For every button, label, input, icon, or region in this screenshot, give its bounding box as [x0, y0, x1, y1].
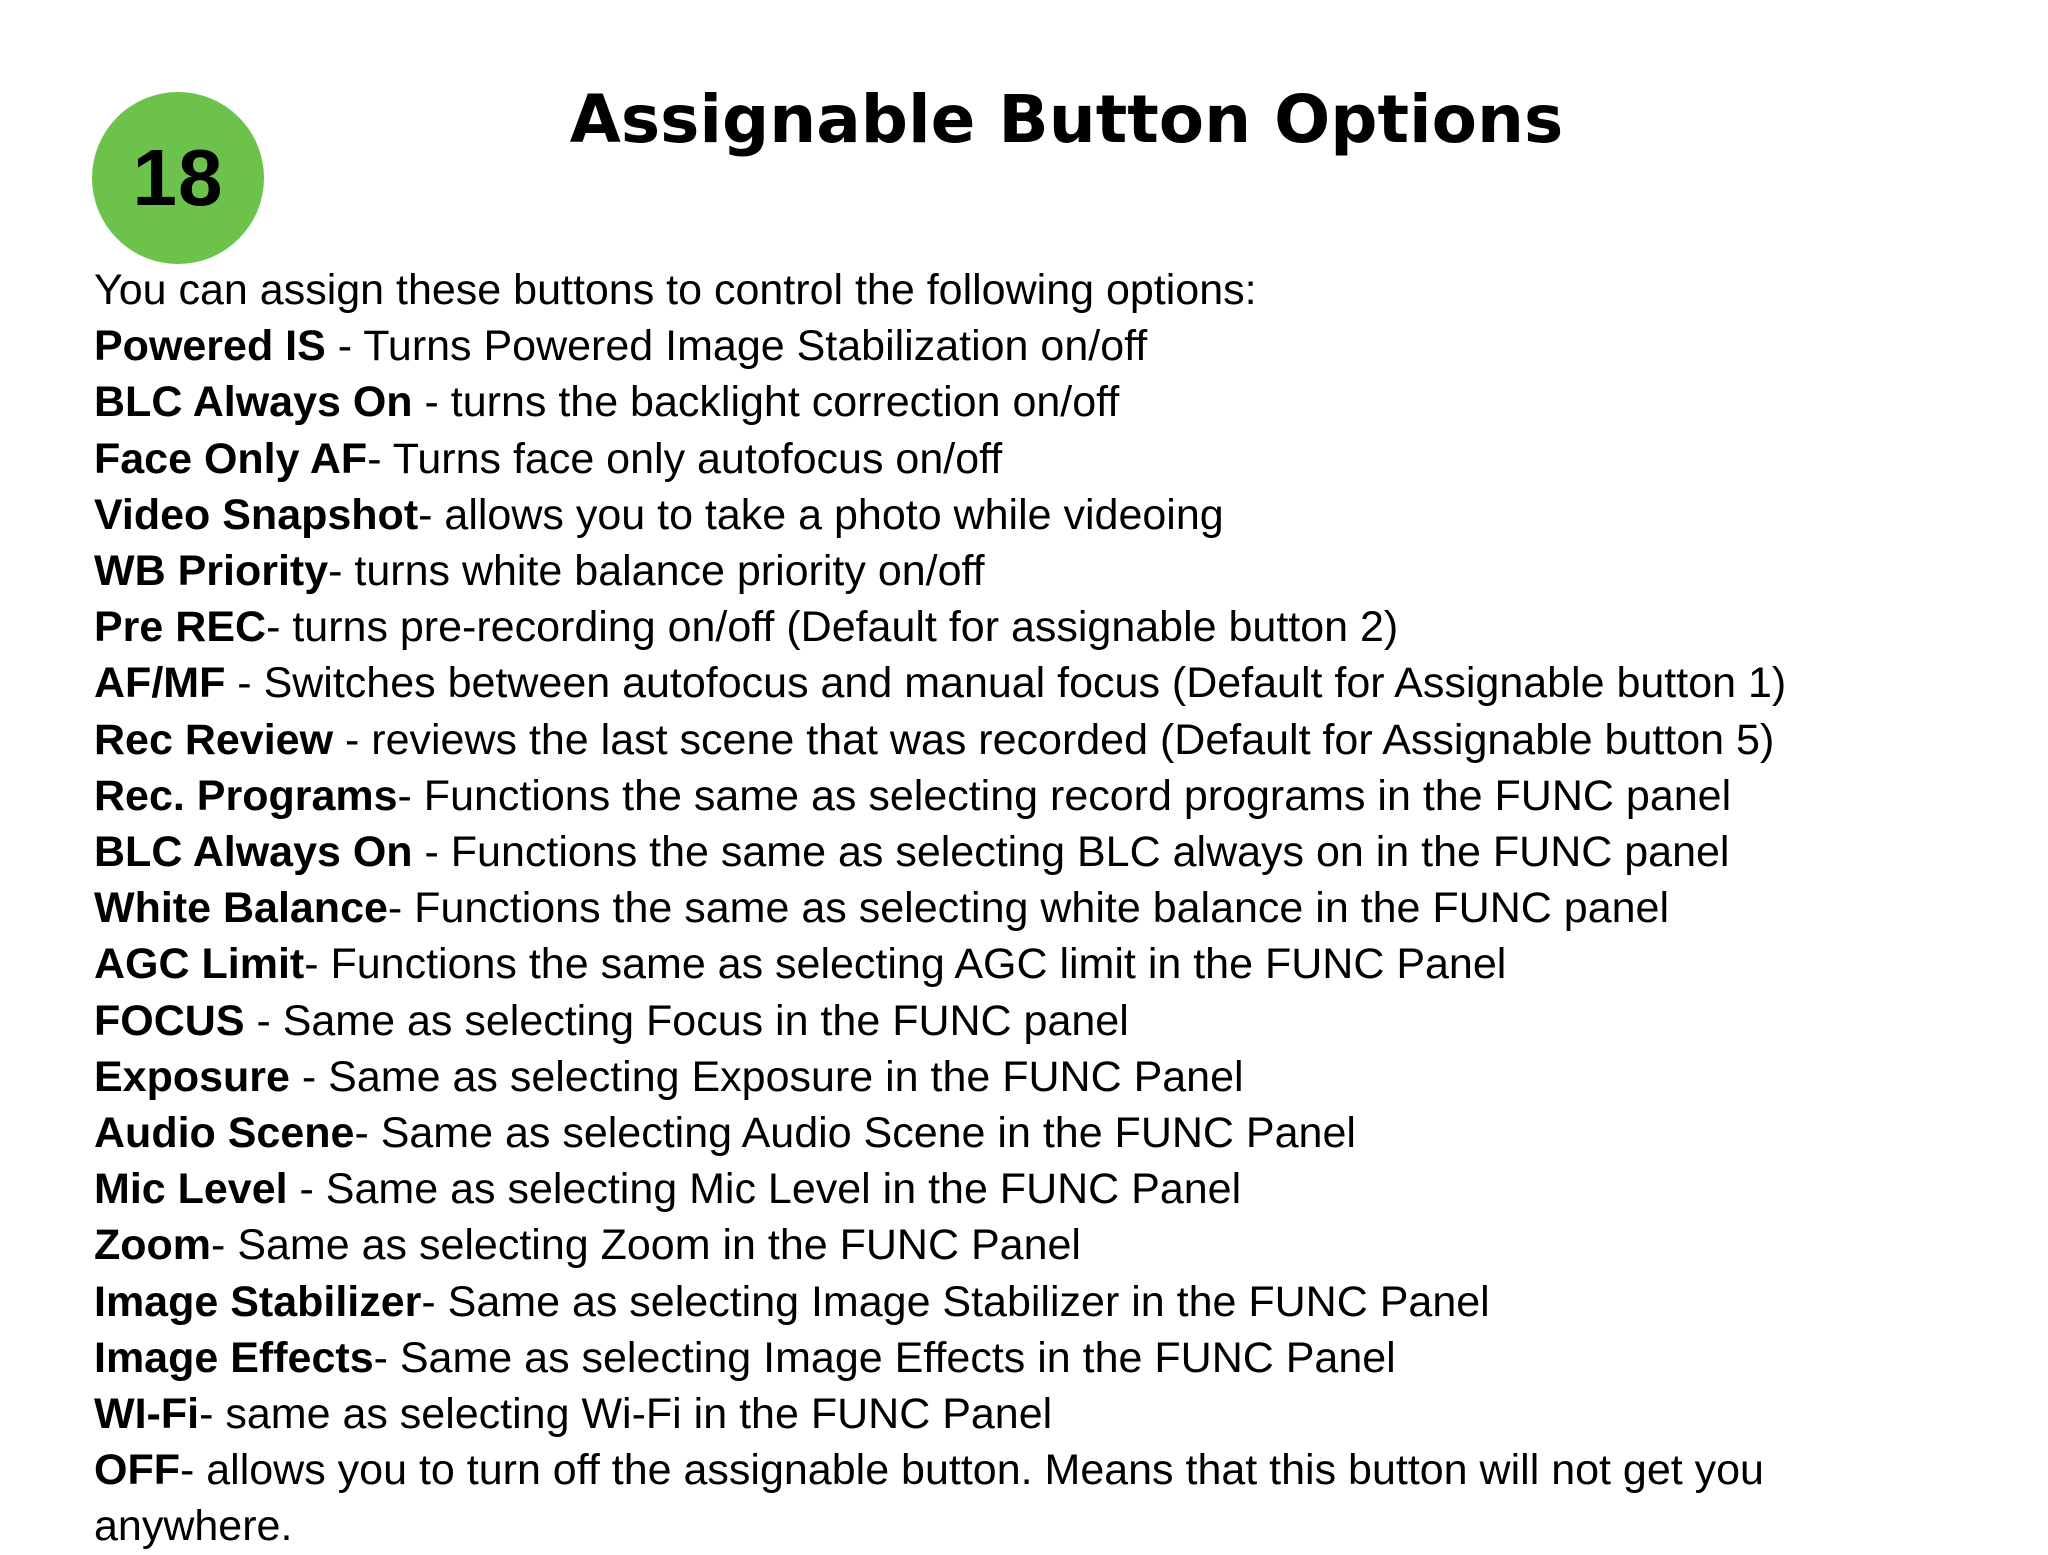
option-term: Pre REC	[94, 603, 267, 652]
option-item	[94, 1161, 1994, 1217]
option-description: - allows you to turn off the assignable button. Means that this button will not get you anywhere.	[94, 1446, 1764, 1551]
option-description: - turns the backlight correction on/off	[412, 378, 1120, 427]
option-term: OFF	[94, 1446, 180, 1495]
option-term: Image Effects	[94, 1333, 374, 1382]
option-item	[94, 599, 1994, 655]
option-term: FOCUS	[94, 996, 245, 1045]
option-item	[94, 487, 1994, 543]
option-term: Zoom	[94, 1221, 212, 1270]
option-item	[94, 1105, 1994, 1161]
option-description: - Same as selecting Exposure in the FUNC Panel	[289, 1052, 1244, 1101]
option-description: - allows you to take a photo while videoing	[418, 490, 1224, 539]
option-term: WB Priority	[94, 547, 329, 596]
option-item	[94, 431, 1994, 487]
option-item	[94, 1442, 1964, 1554]
option-term: AGC Limit	[94, 940, 305, 989]
option-term: Video Snapshot	[94, 490, 419, 539]
option-description: - reviews the last scene that was recorded (Default for Assignable button 5)	[333, 715, 1775, 764]
page-title: Assignable Button Options	[569, 81, 1564, 158]
option-description: - Functions the same as selecting AGC limit in the FUNC Panel	[304, 940, 1507, 989]
option-term: Audio Scene	[94, 1109, 355, 1158]
option-term: WI-Fi	[94, 1390, 200, 1439]
option-description: - Functions the same as selecting BLC always on in the FUNC panel	[412, 828, 1730, 877]
option-item	[94, 768, 1994, 824]
option-description: - Same as selecting Zoom in the FUNC Panel	[211, 1221, 1081, 1270]
option-term: Image Stabilizer	[94, 1277, 422, 1326]
option-term: Rec. Programs	[94, 771, 398, 820]
option-term: Exposure	[94, 1052, 290, 1101]
option-description: - Turns face only autofocus on/off	[367, 434, 1003, 483]
option-description: - Turns Powered Image Stabilization on/off	[325, 322, 1148, 371]
option-item	[94, 655, 1994, 711]
option-description: - same as selecting Wi-Fi in the FUNC Panel	[199, 1390, 1053, 1439]
option-description: - Functions the same as selecting white balance in the FUNC panel	[387, 884, 1670, 933]
option-item	[94, 543, 1994, 599]
option-item	[94, 318, 1994, 374]
option-item	[94, 374, 1994, 430]
option-term: Mic Level	[94, 1165, 288, 1214]
option-description: - turns white balance priority on/off	[328, 547, 985, 596]
option-item	[94, 936, 1994, 992]
option-term: BLC Always On	[94, 378, 413, 427]
option-description: - Same as selecting Image Stabilizer in the FUNC Panel	[421, 1277, 1490, 1326]
option-item	[94, 993, 1994, 1049]
step-number: 18	[132, 133, 224, 222]
option-description: - Same as selecting Mic Level in the FUNC Panel	[287, 1165, 1242, 1214]
option-description: - Same as selecting Focus in the FUNC panel	[244, 996, 1129, 1045]
option-item	[94, 712, 1994, 768]
option-term: Rec Review	[94, 715, 334, 764]
option-term: Face Only AF	[94, 434, 368, 483]
option-item	[94, 880, 1994, 936]
intro-text: You can assign these buttons to control the following options:	[94, 266, 1257, 314]
option-description: - turns pre-recording on/off (Default for assignable button 2)	[266, 603, 1399, 652]
option-description: - Same as selecting Audio Scene in the FUNC Panel	[354, 1109, 1356, 1158]
option-item	[94, 824, 1994, 880]
option-item	[94, 1274, 1994, 1330]
option-term: Powered IS	[94, 322, 326, 371]
option-description: - Same as selecting Image Effects in the FUNC Panel	[373, 1333, 1396, 1382]
option-item	[94, 1217, 1994, 1273]
option-term: White Balance	[94, 884, 388, 933]
option-item	[94, 1330, 1994, 1386]
option-term: BLC Always On	[94, 828, 413, 877]
option-description: - Functions the same as selecting record programs in the FUNC panel	[397, 771, 1732, 820]
options-list	[94, 262, 1994, 1555]
option-item	[94, 1049, 1994, 1105]
option-term: AF/MF	[94, 659, 226, 708]
option-item	[94, 1386, 1994, 1442]
option-description: - Switches between autofocus and manual focus (Default for Assignable button 1)	[225, 659, 1787, 708]
